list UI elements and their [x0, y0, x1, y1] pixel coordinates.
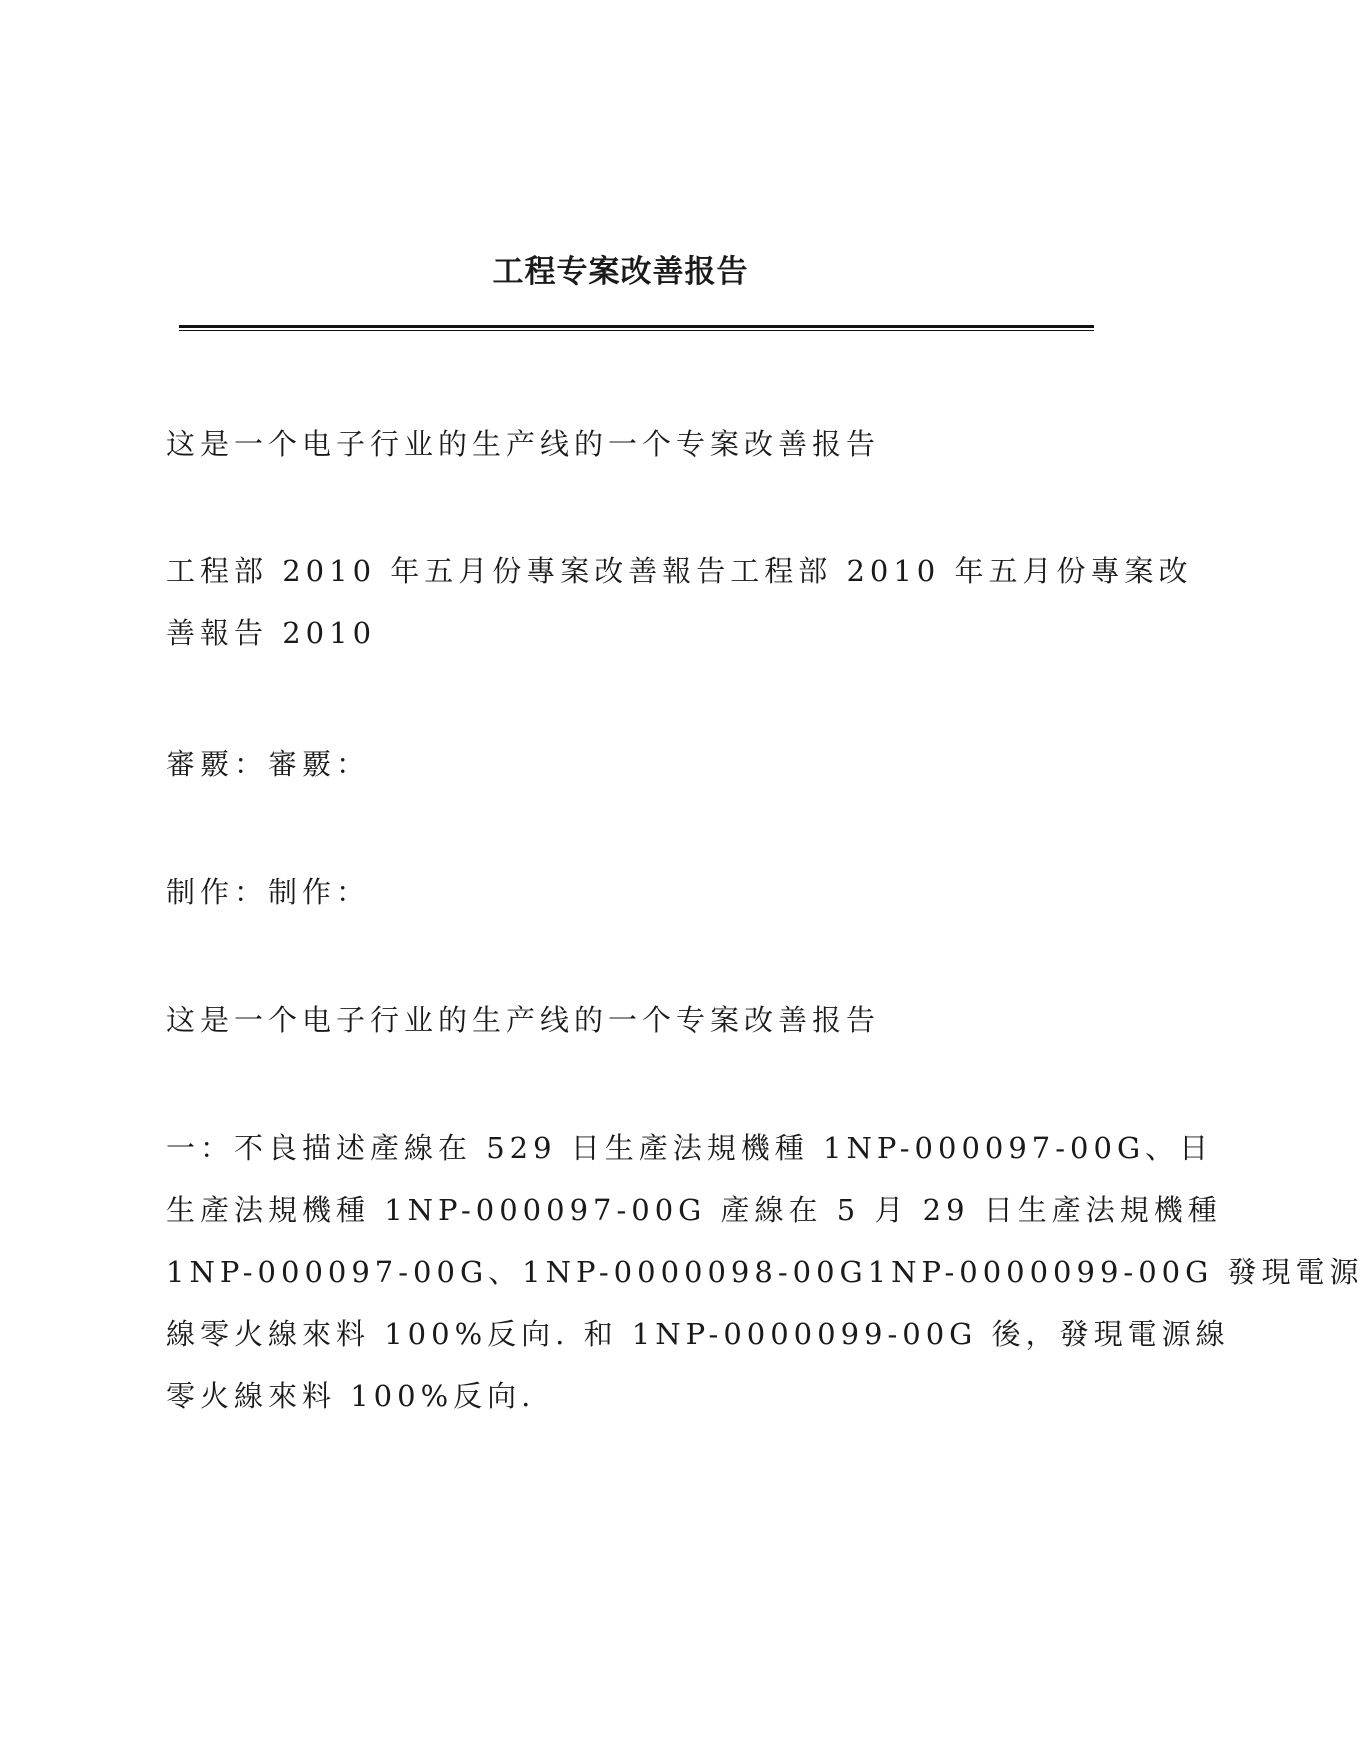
- paragraph-defect-description: [166, 1117, 1364, 1427]
- paragraph-report-heading: [166, 540, 1193, 664]
- text-line: 零火線來料 100%反向.: [166, 1379, 536, 1413]
- text-line: 工程部 2010 年五月份專案改善報告工程部 2010 年五月份專案改: [166, 554, 1193, 588]
- text-line: 生產法規機種 1NP-000097-00G 產線在 5 月 29 日生產法規機種: [166, 1193, 1222, 1227]
- text-line: 審覈：審覈：: [166, 747, 371, 781]
- paragraph-reviewer: [166, 733, 1096, 795]
- text-line: 这是一个电子行业的生产线的一个专案改善报告: [166, 427, 881, 461]
- paragraph-author: [166, 861, 1096, 923]
- text-line: 一：不良描述產線在 529 日生產法規機種 1NP-000097-00G、日: [166, 1131, 1214, 1165]
- title-divider: [179, 325, 1094, 331]
- text-line: 制作：制作：: [166, 875, 371, 909]
- paragraph-summary: [166, 989, 1096, 1051]
- text-line: 1NP-000097-00G、1NP-0000098-00G1NP-0000099-00G 發現電源: [166, 1255, 1364, 1289]
- text-line: 線零火線來料 100%反向. 和 1NP-0000099-00G 後，發現電源線: [166, 1317, 1230, 1351]
- paragraph-intro: [166, 413, 1096, 475]
- text-line: 善報告 2010: [166, 616, 377, 650]
- document-title: 工程专案改善报告: [492, 254, 749, 290]
- text-line: 这是一个电子行业的生产线的一个专案改善报告: [166, 1003, 881, 1037]
